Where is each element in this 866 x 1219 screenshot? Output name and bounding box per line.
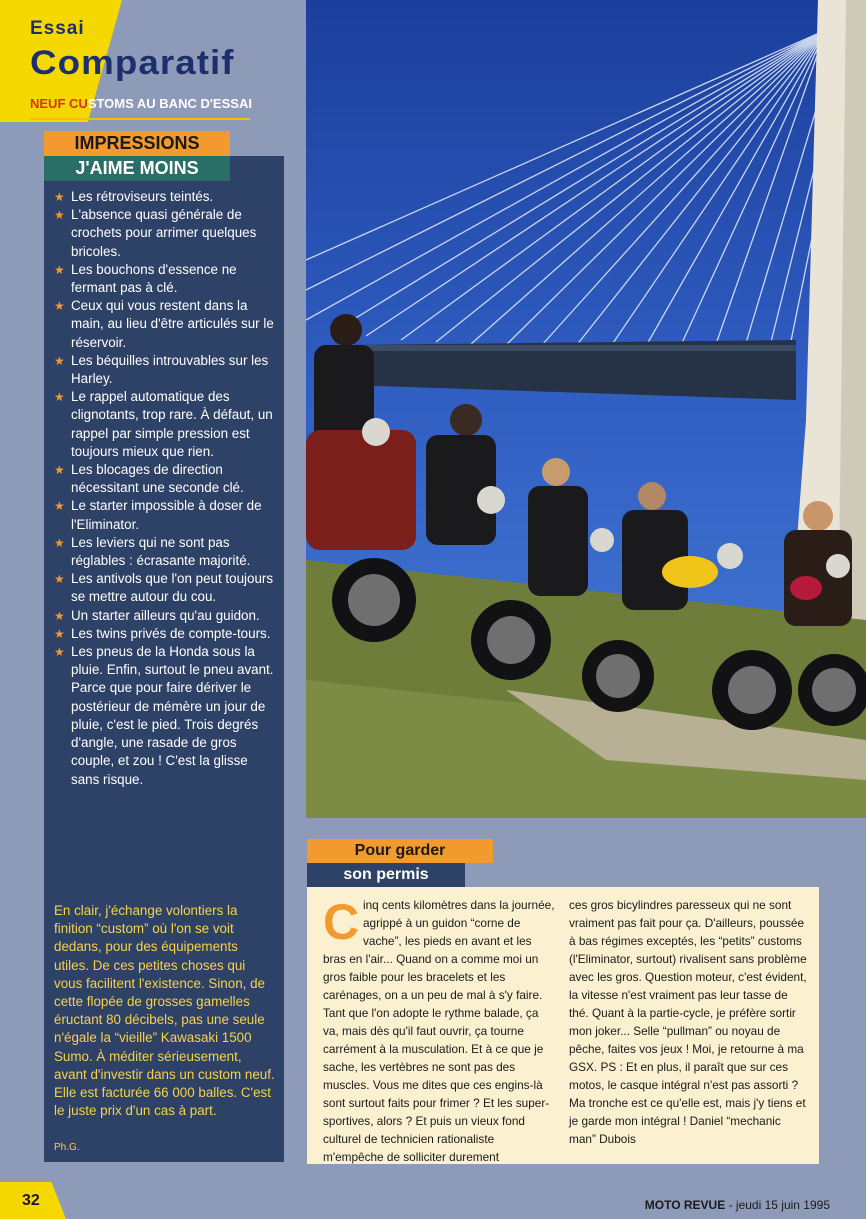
drop-cap: C <box>323 894 360 950</box>
star-bullet-icon: ★ <box>54 262 65 277</box>
page-footer <box>645 1198 830 1212</box>
dislikes-tag: J'AIME MOINS <box>44 156 230 181</box>
magazine-name: MOTO REVUE <box>644 1198 726 1212</box>
list-item: ★ Le starter impossible à doser de l'Eliminator. <box>54 498 262 532</box>
list-item: ★ Ceux qui vous restent dans la main, au lieu d'être articulés sur le réservoir. <box>54 298 274 350</box>
list-item: ★ Le rappel automatique des clignotants, trop rare. À défaut, un rappel par simple pression est toujours mieux que rien. <box>54 389 273 459</box>
subtitle-rest-part: STOMS AU BANC D'ESSAI <box>87 96 252 111</box>
subtitle-red-part: NEUF CU <box>30 96 88 111</box>
list-item: ★ Les blocages de direction nécessitant une seconde clé. <box>54 462 244 496</box>
motorcycles-bridge-photo <box>306 0 866 818</box>
star-bullet-icon: ★ <box>54 208 65 223</box>
list-item: ★ Les pneus de la Honda sous la pluie. Enfin, surtout le pneu avant. Parce que pour faire dériver le postérieur de mémère un jour de pluie, c'est le pied. Trois degrés d'angle, une rasade de gros couple, et zou ! C'est la glisse sans risque. <box>54 644 274 787</box>
star-bullet-icon: ★ <box>54 390 65 405</box>
list-item: ★ Les antivols que l'on peut toujours se mettre autour du cou. <box>54 571 274 605</box>
star-bullet-icon: ★ <box>54 353 65 368</box>
article-column-2: ces gros bicylindres paresseux qui ne sont vraiment pas fait pour ça. D'ailleurs, poussée à bas régimes exceptés, les “petits” customs (l'Eliminator, surtout) rivalisent sans problème avec les gros. Question moteur, c'est évident, la vitesse n'est vraiment pas leur tasse de thé. Quant à la partie-cycle, je préfère sortir mon joker... Selle “pullman” ou noyau de pêche, faites vos jeux ! Moi, je retourne à ma GSX. PS : Et en plus, il paraît que sur ces motos, le casque intégral n'est pas assorti ? Ma tronche est ce qu'elle est, mais j'y tiens et je garde mon intégral ! Daniel “mechanic man” Dubois <box>569 898 807 1146</box>
list-item: ★ Les rétroviseurs teintés. <box>54 188 276 206</box>
section-subtitle <box>30 96 252 111</box>
star-bullet-icon: ★ <box>54 463 65 478</box>
sidebar-conclusion: En clair, j'échange volontiers la finition “custom” où l'on se voit dedans, pour des équipements utiles. De ces petites choses qui vous facilitent l'existence. Sinon, de cette flopée de grosses gamelles éructant 80 décibels, pas une seule n'égale la “vieille” Kawasaki 1500 Sumo. À méditer sérieusement, avant d'investir dans un custom neuf. Elle est facturée 66 000 balles. C'est le juste prix d'un cas à part. <box>54 903 275 1119</box>
list-item: ★ L'absence quasi générale de crochets pour arrimer quelques bricoles. <box>54 207 257 259</box>
star-bullet-icon: ★ <box>54 572 65 587</box>
section-kicker: Essai <box>30 18 85 39</box>
star-bullet-icon: ★ <box>54 535 65 550</box>
section-title: Comparatif <box>30 44 235 82</box>
star-bullet-icon: ★ <box>54 645 65 660</box>
article-title-line2: son permis <box>307 863 465 887</box>
article-column-1: Cinq cents kilomètres dans la journée, agrippé à un guidon “corne de vache”, les pieds en avant et les bras en l'air... Quand on a comme moi un gros faible pour les bracelets et les carénages, on a un peu de mal à s'y faire. Tant que l'on adopte le rythme balade, ça va, mais dès qu'il faut ouvrir, ça tourne carrément à la musculation. Et à ce que je sache, les vertèbres ne sont pas des muscles. Vous me dites que ces engins-là sont surtout faits pour frimer ? Et les super-sportives, alors ? Et puis un vieux fond culturel de technicien rationaliste m'empêche de solliciter durement <box>323 894 555 1164</box>
section-header <box>0 0 306 122</box>
list-item: ★ Les leviers qui ne sont pas réglables : écrasante majorité. <box>54 534 251 569</box>
star-bullet-icon: ★ <box>54 499 65 514</box>
impressions-tag: IMPRESSIONS <box>44 131 230 156</box>
sidebar-signature: Ph.G. <box>54 1142 80 1153</box>
photo-illustration <box>306 0 866 818</box>
list-item: ★ Un starter ailleurs qu'au guidon. <box>54 607 276 625</box>
star-bullet-icon: ★ <box>54 608 65 623</box>
issue-date: - jeudi 15 juin 1995 <box>728 1198 830 1212</box>
page-number: 32 <box>22 1192 40 1209</box>
star-bullet-icon: ★ <box>54 190 65 204</box>
list-item: ★ Les twins privés de compte-tours. <box>54 625 276 643</box>
list-item: ★ Les bouchons d'essence ne fermant pas à clé. <box>54 261 237 296</box>
list-item: ★ Les béquilles introuvables sur les Harley. <box>54 352 269 387</box>
dislikes-list <box>54 188 276 789</box>
star-bullet-icon: ★ <box>54 299 65 314</box>
star-bullet-icon: ★ <box>54 626 65 641</box>
article-title-line1: Pour garder <box>307 839 493 863</box>
article-box <box>307 887 819 1164</box>
header-underline <box>30 118 250 120</box>
